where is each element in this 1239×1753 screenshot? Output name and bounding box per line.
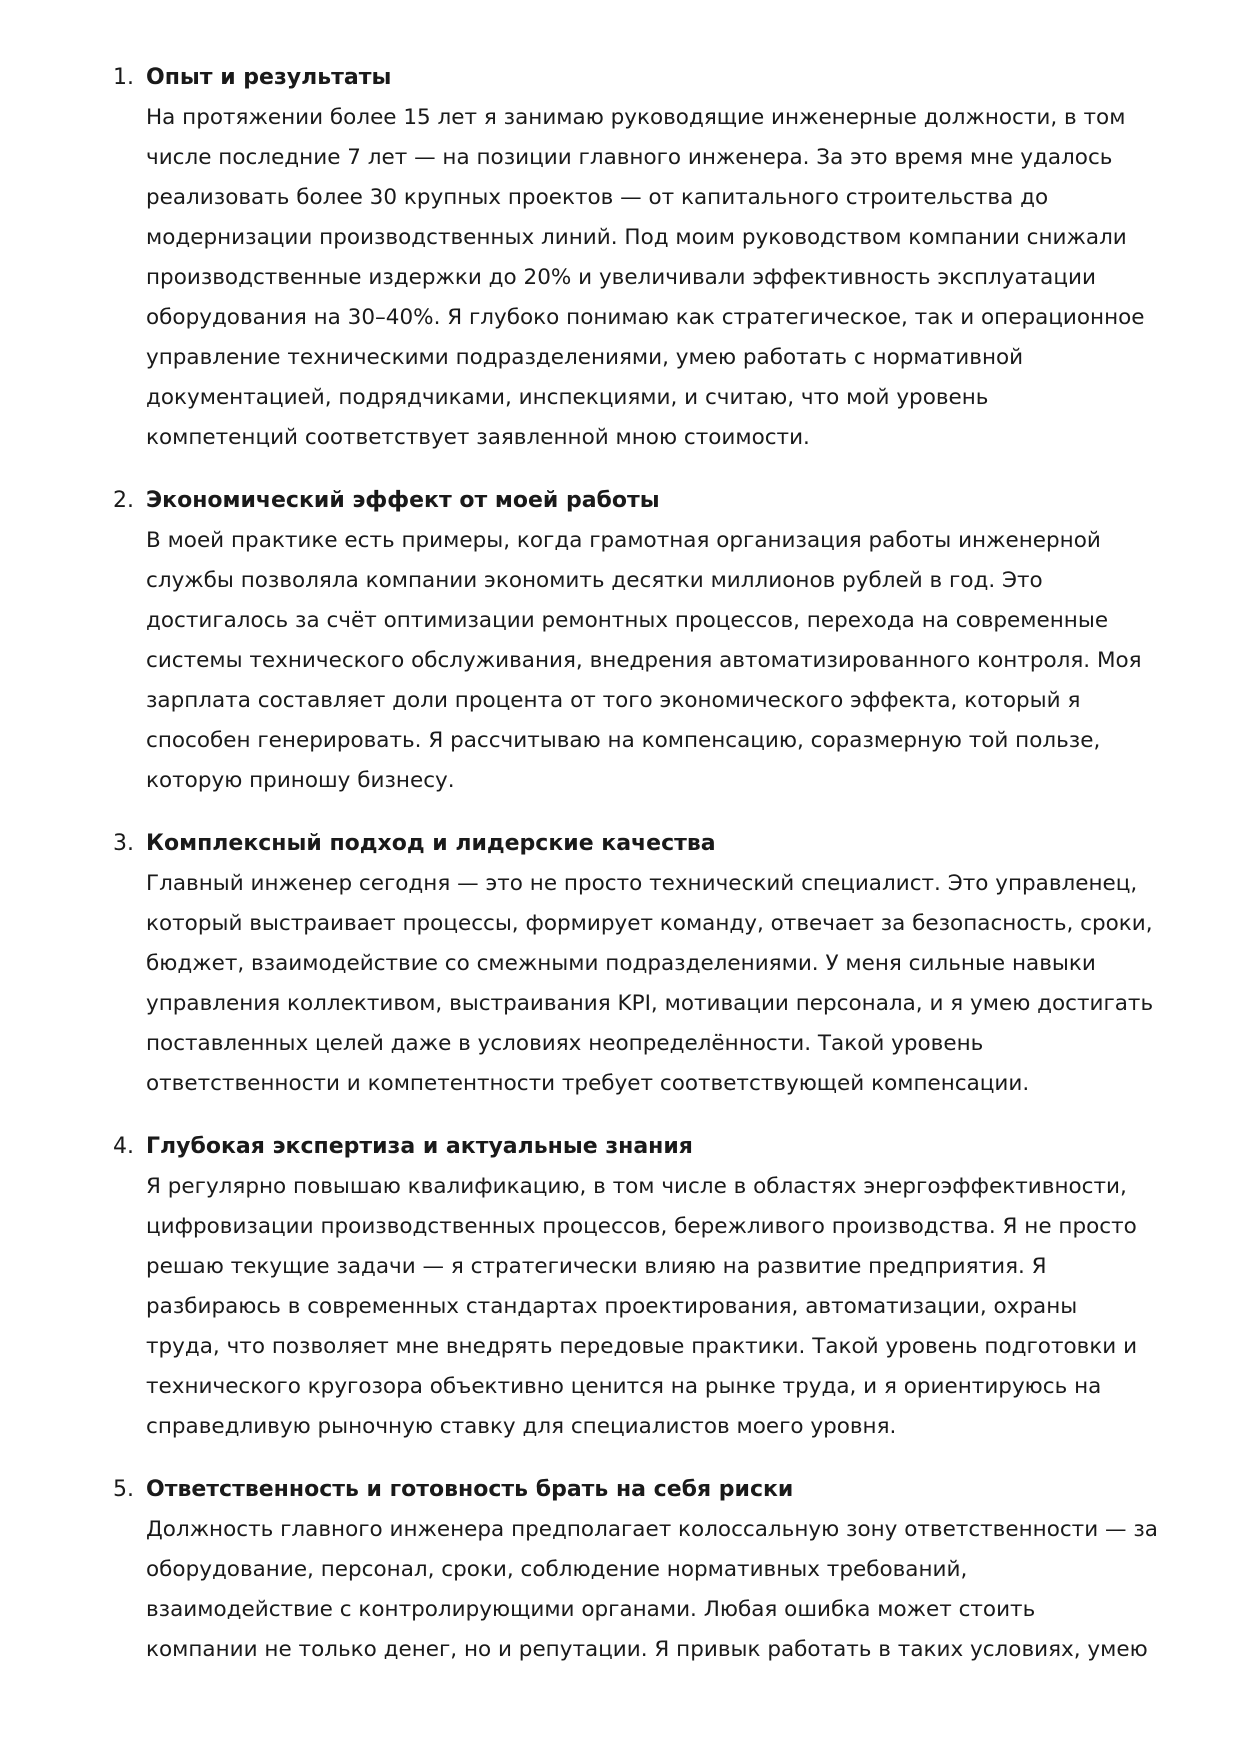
item-number: 4. [113, 1134, 134, 1159]
body-line: управления коллективом, выстраивания KPI, мотивации персонала, и я умею достигать [146, 991, 1154, 1016]
body-line: Я регулярно повышаю квалификацию, в том числе в областях энергоэффективности, [146, 1174, 1127, 1199]
body-line: управление техническими подразделениями, умею работать с нормативной [146, 345, 1024, 370]
body-line: труда, что позволяет мне внедрять передовые практики. Такой уровень подготовки и [146, 1334, 1138, 1359]
item-heading [113, 824, 1173, 864]
item-title: Экономический эффект от моей работы [146, 488, 660, 513]
item-heading [113, 1127, 1173, 1167]
item-number: 5. [113, 1477, 134, 1502]
item-title: Ответственность и готовность брать на себя риски [146, 1477, 794, 1502]
body-line: службы позволяла компании экономить десятки миллионов рублей в год. Это [146, 568, 1043, 593]
body-line: решаю текущие задачи — я стратегически влияю на развитие предприятия. Я [146, 1254, 1047, 1279]
body-line: достигалось за счёт оптимизации ремонтных процессов, перехода на современные [146, 608, 1109, 633]
body-line: поставленных целей даже в условиях неопределённости. Такой уровень [146, 1031, 984, 1056]
body-line: ответственности и компетентности требует соответствующей компенсации. [146, 1071, 1030, 1096]
body-line: реализовать более 30 крупных проектов — от капитального строительства до [146, 185, 1049, 210]
body-line: числе последние 7 лет — на позиции главного инженера. За это время мне удалось [146, 145, 1113, 170]
item-body [146, 98, 1173, 458]
item-body [146, 1510, 1173, 1670]
body-line: системы технического обслуживания, внедрения автоматизированного контроля. Моя [146, 648, 1142, 673]
body-line: взаимодействие с контролирующими органами. Любая ошибка может стоить [146, 1597, 1036, 1622]
body-line: оборудования на 30–40%. Я глубоко понимаю как стратегическое, так и операционное [146, 305, 1145, 330]
body-line: которую приношу бизнесу. [146, 768, 455, 793]
item-number: 1. [113, 65, 134, 90]
list-item [113, 58, 1173, 458]
body-line: документацией, подрядчиками, инспекциями, и считаю, что мой уровень [146, 385, 989, 410]
item-title: Комплексный подход и лидерские качества [146, 831, 716, 856]
body-line: На протяжении более 15 лет я занимаю руководящие инженерные должности, в том [146, 105, 1126, 130]
body-line: В моей практике есть примеры, когда грамотная организация работы инженерной [146, 528, 1101, 553]
item-heading [113, 58, 1173, 98]
body-line: Главный инженер сегодня — это не просто технический специалист. Это управленец, [146, 871, 1138, 896]
item-title: Глубокая экспертиза и актуальные знания [146, 1134, 693, 1159]
item-heading [113, 1470, 1173, 1510]
item-body [146, 521, 1173, 801]
body-line: компании не только денег, но и репутации. Я привык работать в таких условиях, умею [146, 1637, 1148, 1662]
body-line: оборудование, персонал, сроки, соблюдение нормативных требований, [146, 1557, 968, 1582]
list-item [113, 1470, 1173, 1670]
body-line: компетенций соответствует заявленной мною стоимости. [146, 425, 810, 450]
item-title: Опыт и результаты [146, 65, 392, 90]
item-number: 2. [113, 488, 134, 513]
item-number: 3. [113, 831, 134, 856]
list-item [113, 1127, 1173, 1447]
list-item [113, 481, 1173, 801]
body-line: модернизации производственных линий. Под моим руководством компании снижали [146, 225, 1127, 250]
body-line: производственные издержки до 20% и увеличивали эффективность эксплуатации [146, 265, 1096, 290]
body-line: зарплата составляет доли процента от того экономического эффекта, который я [146, 688, 1081, 713]
body-line: разбираюсь в современных стандартах проектирования, автоматизации, охраны [146, 1294, 1078, 1319]
body-line: способен генерировать. Я рассчитываю на компенсацию, соразмерную той пользе, [146, 728, 1101, 753]
body-line: который выстраивает процессы, формирует команду, отвечает за безопасность, сроки, [146, 911, 1153, 936]
body-line: технического кругозора объективно ценится на рынке труда, и я ориентируюсь на [146, 1374, 1102, 1399]
body-line: бюджет, взаимодействие со смежными подразделениями. У меня сильные навыки [146, 951, 1096, 976]
item-body [146, 864, 1173, 1104]
body-line: справедливую рыночную ставку для специалистов моего уровня. [146, 1414, 897, 1439]
item-body [146, 1167, 1173, 1447]
item-heading [113, 481, 1173, 521]
body-line: цифровизации производственных процессов, бережливого производства. Я не просто [146, 1214, 1137, 1239]
body-line: Должность главного инженера предполагает колоссальную зону ответственности — за [146, 1517, 1158, 1542]
list-item [113, 824, 1173, 1104]
